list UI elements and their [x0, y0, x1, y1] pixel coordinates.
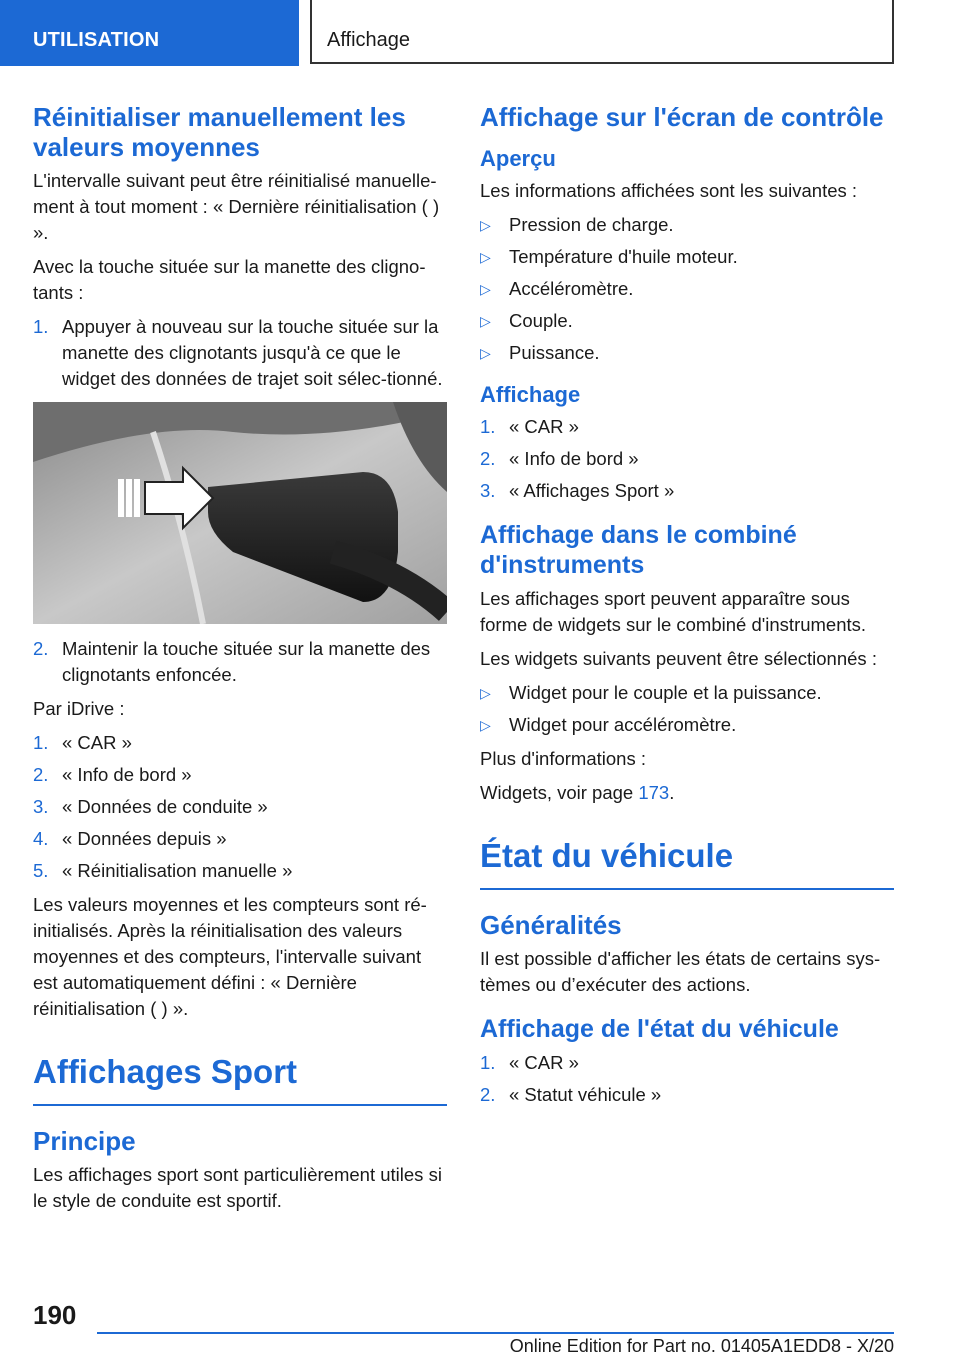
paragraph-widgets-ref	[480, 780, 894, 806]
step-text: Appuyer à nouveau sur la touche située sur la manette des clignotants jusqu'à ce que le widget des données de trajet soit sélec‐tionné.	[62, 316, 443, 389]
heading-reset: Réinitialiser manuellement les valeurs moyennes	[33, 102, 406, 162]
paragraph: Les affichages sport sont particulièrement utiles si le style de conduite est sportif.	[33, 1164, 442, 1211]
steps-list	[33, 314, 447, 392]
heading-apercu: Aperçu	[480, 146, 556, 171]
right-column	[480, 102, 894, 1116]
step-number: 5.	[33, 860, 49, 881]
paragraph: Il est possible d'afficher les états de certains sys‐tèmes ou d’exécuter des actions.	[480, 948, 881, 995]
step-text: Maintenir la touche située sur la manette des clignotants enfoncée.	[62, 638, 431, 685]
step-number: 3.	[480, 480, 496, 501]
paragraph: Avec la touche située sur la manette des cligno‐tants :	[33, 256, 426, 303]
step-number: 3.	[33, 796, 49, 817]
paragraph: Par iDrive :	[33, 698, 125, 719]
heading-affichage: Affichage	[480, 382, 581, 407]
left-column	[33, 102, 447, 1222]
affichage-steps-list	[480, 414, 894, 504]
step-text: « CAR »	[509, 1052, 579, 1073]
step-number: 1.	[480, 416, 496, 437]
item-text: Widget pour accéléromètre.	[509, 714, 737, 735]
list-item	[33, 826, 447, 852]
step-text: « Données de conduite »	[62, 796, 268, 817]
apercu-list	[480, 212, 894, 366]
step-text: « CAR »	[509, 416, 579, 437]
triangle-right-icon: ▷	[480, 345, 491, 361]
item-text: Pression de charge.	[509, 214, 674, 235]
list-item	[480, 276, 894, 302]
step-text: « Données depuis »	[62, 828, 227, 849]
heading-ecran: Affichage sur l'écran de contrôle	[480, 102, 884, 132]
footer-divider	[97, 1332, 894, 1334]
paragraph: Les valeurs moyennes et les compteurs sont ré‐initialisés. Après la réinitialisation des valeurs moyennes et des compteurs, l'intervalle suivant est automatiquement défini : « Dernière réinitialisation ( ) ».	[33, 894, 427, 1019]
triangle-right-icon: ▷	[480, 249, 491, 265]
list-item	[480, 212, 894, 238]
ref-text: Widgets, voir page	[480, 782, 639, 803]
item-text: Accéléromètre.	[509, 278, 634, 299]
footer-edition: Online Edition for Part no. 01405A1EDD8 - X/20	[509, 1336, 894, 1356]
heading-etat: État du véhicule	[480, 836, 894, 890]
paragraph: L'intervalle suivant peut être réinitialisé manuelle‐ment à tout moment : « Dernière réinitialisation ( ) ».	[33, 170, 440, 243]
steps-list	[33, 636, 447, 688]
list-item	[33, 636, 447, 688]
heading-etat-vehicule: Affichage de l'état du véhicule	[480, 1015, 839, 1043]
step-number: 4.	[33, 828, 49, 849]
item-text: Couple.	[509, 310, 573, 331]
list-item	[480, 712, 894, 738]
heading-generalites: Généralités	[480, 910, 622, 940]
item-text: Température d'huile moteur.	[509, 246, 738, 267]
triangle-right-icon: ▷	[480, 217, 491, 233]
section-title: UTILISATION	[33, 29, 160, 51]
list-item	[33, 794, 447, 820]
item-text: Widget pour le couple et la puissance.	[509, 682, 822, 703]
triangle-right-icon: ▷	[480, 685, 491, 701]
step-number: 1.	[480, 1052, 496, 1073]
list-item	[33, 314, 447, 392]
list-item	[480, 446, 894, 472]
list-item	[480, 308, 894, 334]
item-text: Puissance.	[509, 342, 600, 363]
step-text: « Réinitialisation manuelle »	[62, 860, 293, 881]
idrive-steps-list	[33, 730, 447, 884]
step-number: 1.	[33, 316, 49, 337]
list-item	[480, 680, 894, 706]
step-number: 1.	[33, 732, 49, 753]
list-item	[480, 414, 894, 440]
list-item	[480, 478, 894, 504]
heading-principe: Principe	[33, 1126, 136, 1156]
step-number: 2.	[33, 638, 49, 659]
step-text: « Info de bord »	[62, 764, 192, 785]
step-number: 2.	[480, 1084, 496, 1105]
chapter-tab	[310, 0, 894, 64]
ref-suffix: .	[669, 782, 675, 803]
paragraph: Les affichages sport peuvent apparaître sous forme de widgets sur le combiné d'instruments.	[480, 588, 867, 635]
paragraph: Les widgets suivants peuvent être sélectionnés :	[480, 648, 877, 669]
list-item	[33, 858, 447, 884]
step-text: « Affichages Sport »	[509, 480, 675, 501]
step-text: « Info de bord »	[509, 448, 639, 469]
page-link[interactable]: 173	[638, 782, 670, 803]
triangle-right-icon: ▷	[480, 281, 491, 297]
chapter-title: Affichage	[327, 29, 411, 51]
step-number: 2.	[480, 448, 496, 469]
step-text: « CAR »	[62, 732, 132, 753]
list-item	[33, 730, 447, 756]
heading-sport: Affichages Sport	[33, 1052, 447, 1106]
widget-list	[480, 680, 894, 738]
triangle-right-icon: ▷	[480, 313, 491, 329]
step-number: 2.	[33, 764, 49, 785]
turn-signal-stalk-photo	[33, 402, 447, 624]
paragraph: Les informations affichées sont les suivantes :	[480, 180, 858, 201]
step-text: « Statut véhicule »	[509, 1084, 662, 1105]
list-item	[33, 762, 447, 788]
list-item	[480, 340, 894, 366]
heading-combine: Affichage dans le combiné d'instruments	[480, 521, 797, 579]
list-item	[480, 1050, 894, 1076]
section-tab	[0, 0, 299, 66]
etat-steps-list	[480, 1050, 894, 1108]
list-item	[480, 1082, 894, 1108]
triangle-right-icon: ▷	[480, 717, 491, 733]
page-number: 190	[33, 1300, 77, 1330]
paragraph: Plus d'informations :	[480, 748, 646, 769]
list-item	[480, 244, 894, 270]
